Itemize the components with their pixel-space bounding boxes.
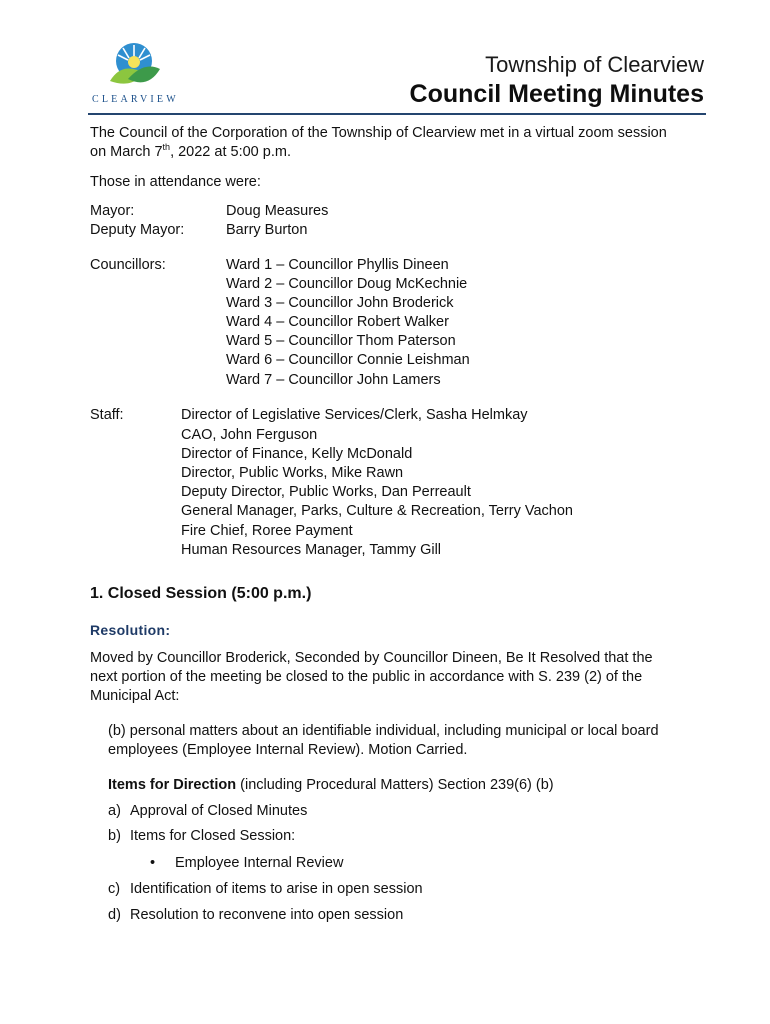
staff-row: CAO, John Ferguson <box>181 427 318 443</box>
councillor-row: Ward 2 – Councillor Doug McKechnie <box>226 276 468 292</box>
document-subtitle: Township of Clearview <box>485 52 704 77</box>
staff-row: General Manager, Parks, Culture & Recreation, Terry Vachon <box>181 503 573 519</box>
councillor-row: Ward 5 – Councillor Thom Paterson <box>226 333 456 349</box>
attendance-heading: Those in attendance were: <box>90 174 261 190</box>
councillor-row: Councillors: Ward 1 – Councillor Phyllis Dineen <box>90 257 449 273</box>
list-item: d) Resolution to reconvene into open session <box>108 907 404 923</box>
items-for-direction: Items for Direction (including Procedural Matters) Section 239(6) (b) <box>108 777 554 793</box>
official-row-mayor: Mayor: Doug Measures <box>90 203 329 219</box>
intro-line-2: on March 7th, 2022 at 5:00 p.m. <box>90 142 291 160</box>
staff-label: Staff: <box>90 407 124 423</box>
list-item: b) Items for Closed Session: <box>108 828 296 844</box>
header-divider <box>88 113 706 115</box>
staff-row: Director, Public Works, Mike Rawn <box>181 465 404 481</box>
intro-paragraph <box>90 124 710 162</box>
councillors-label: Councillors: <box>90 257 166 273</box>
list-item: c) Identification of items to arise in open session <box>108 881 423 897</box>
staff-row: Fire Chief, Roree Payment <box>181 523 353 539</box>
councillor-row: Ward 4 – Councillor Robert Walker <box>226 314 449 330</box>
staff-row: Human Resources Manager, Tammy Gill <box>181 542 442 558</box>
list-item: a) Approval of Closed Minutes <box>108 803 308 819</box>
intro-line-1: The Council of the Corporation of the Township of Clearview met in a virtual zoom session <box>90 125 667 141</box>
official-row-deputy-mayor: Deputy Mayor: Barry Burton <box>90 222 308 238</box>
resolution-paragraph: Moved by Councillor Broderick, Seconded by Councillor Dineen, Be It Resolved that the next portion of the meeting be closed to the public in accordance with S. 239 (2) of the Municipal Act: <box>90 650 653 704</box>
logo-wordmark: CLEARVIEW <box>92 94 179 105</box>
document-title: Council Meeting Minutes <box>409 80 704 108</box>
councillor-row: Ward 7 – Councillor John Lamers <box>226 372 441 388</box>
staff-row: Deputy Director, Public Works, Dan Perreault <box>181 484 471 500</box>
councillor-row: Ward 3 – Councillor John Broderick <box>226 295 454 311</box>
resolution-label: Resolution: <box>90 622 171 638</box>
councillor-row: Ward 6 – Councillor Connie Leishman <box>226 352 470 368</box>
bullet-item: • Employee Internal Review <box>150 855 344 871</box>
staff-row: Director of Finance, Kelly McDonald <box>181 446 413 462</box>
staff-row: Staff: Director of Legislative Services/Clerk, Sasha Helmkay <box>90 407 528 423</box>
clause-paragraph: (b) personal matters about an identifiable individual, including municipal or local board employees (Employee Internal Review). Motion Carried. <box>108 723 659 758</box>
section-heading: 1. Closed Session (5:00 p.m.) <box>90 585 312 602</box>
bullet-icon: • <box>150 855 156 871</box>
